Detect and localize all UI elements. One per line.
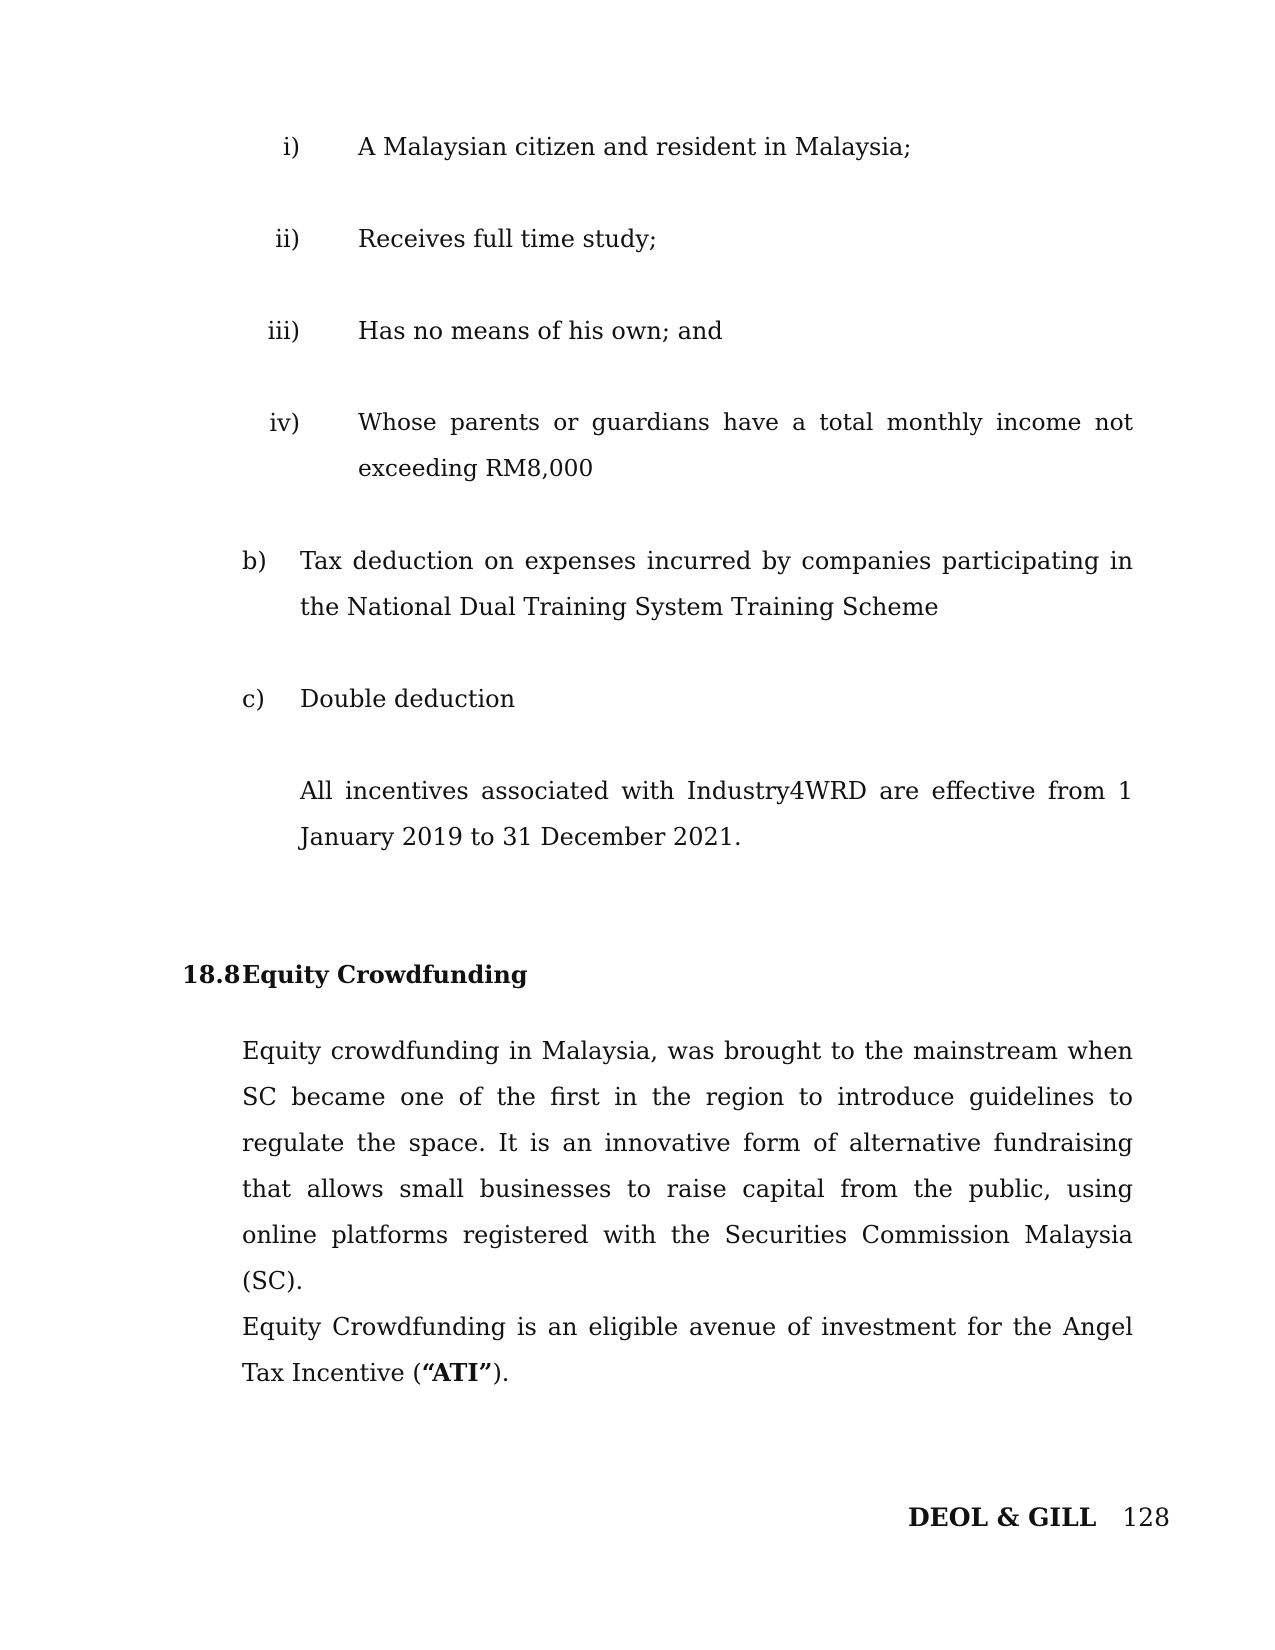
page-number: 128 xyxy=(1122,1503,1170,1532)
list-item-text: Tax deduction on expenses incurred by companies participating in the National Dual Training System Training Scheme xyxy=(300,547,1133,621)
page-footer xyxy=(908,1498,1170,1538)
section-number: 18.8 xyxy=(182,960,241,989)
list-item-b xyxy=(0,538,1275,630)
paragraph-equity-crowdfunding-intro: Equity crowdfunding in Malaysia, was brought to the mainstream when SC became one of the first in the region to introduce guidelines to regulate the space. It is an innovative form of alternative fundraising that allows small businesses to raise capital from the public, using online platforms registered with the Securities Commission Malaysia (SC). xyxy=(242,1037,1133,1295)
sub-item-i xyxy=(0,124,1275,170)
paragraph-text-end: ). xyxy=(492,1359,510,1387)
sub-item-iv xyxy=(0,400,1275,492)
sub-item-marker: ii) xyxy=(275,225,300,253)
sub-item-text: Whose parents or guardians have a total monthly income not exceeding RM8,000 xyxy=(358,409,1133,482)
sub-item-text: A Malaysian citizen and resident in Malaysia; xyxy=(358,133,912,161)
sub-item-marker: iv) xyxy=(269,409,300,437)
sub-item-text: Has no means of his own; and xyxy=(358,317,723,345)
sub-item-iii xyxy=(0,308,1275,354)
firm-name: DEOL & GILL xyxy=(908,1503,1097,1532)
sub-item-marker: iii) xyxy=(267,317,300,345)
list-item-text: Double deduction xyxy=(300,685,516,713)
sub-item-ii xyxy=(0,216,1275,262)
section-heading xyxy=(182,952,528,998)
section-title: Equity Crowdfunding xyxy=(242,960,528,989)
list-item-c xyxy=(0,676,1275,722)
list-item-marker: c) xyxy=(242,685,265,713)
incentives-note: All incentives associated with Industry4WRD are effective from 1 January 2019 to 31 December 2021. xyxy=(300,777,1133,851)
paragraph-angel-tax-incentive xyxy=(242,1304,1133,1396)
sub-item-marker: i) xyxy=(282,133,300,161)
paragraph-text: Equity Crowdfunding is an eligible avenue of investment for the Angel Tax Incentive ( xyxy=(242,1313,1133,1387)
list-item-marker: b) xyxy=(242,547,267,575)
sub-item-text: Receives full time study; xyxy=(358,225,657,253)
ati-abbreviation: “ATI” xyxy=(421,1358,493,1387)
